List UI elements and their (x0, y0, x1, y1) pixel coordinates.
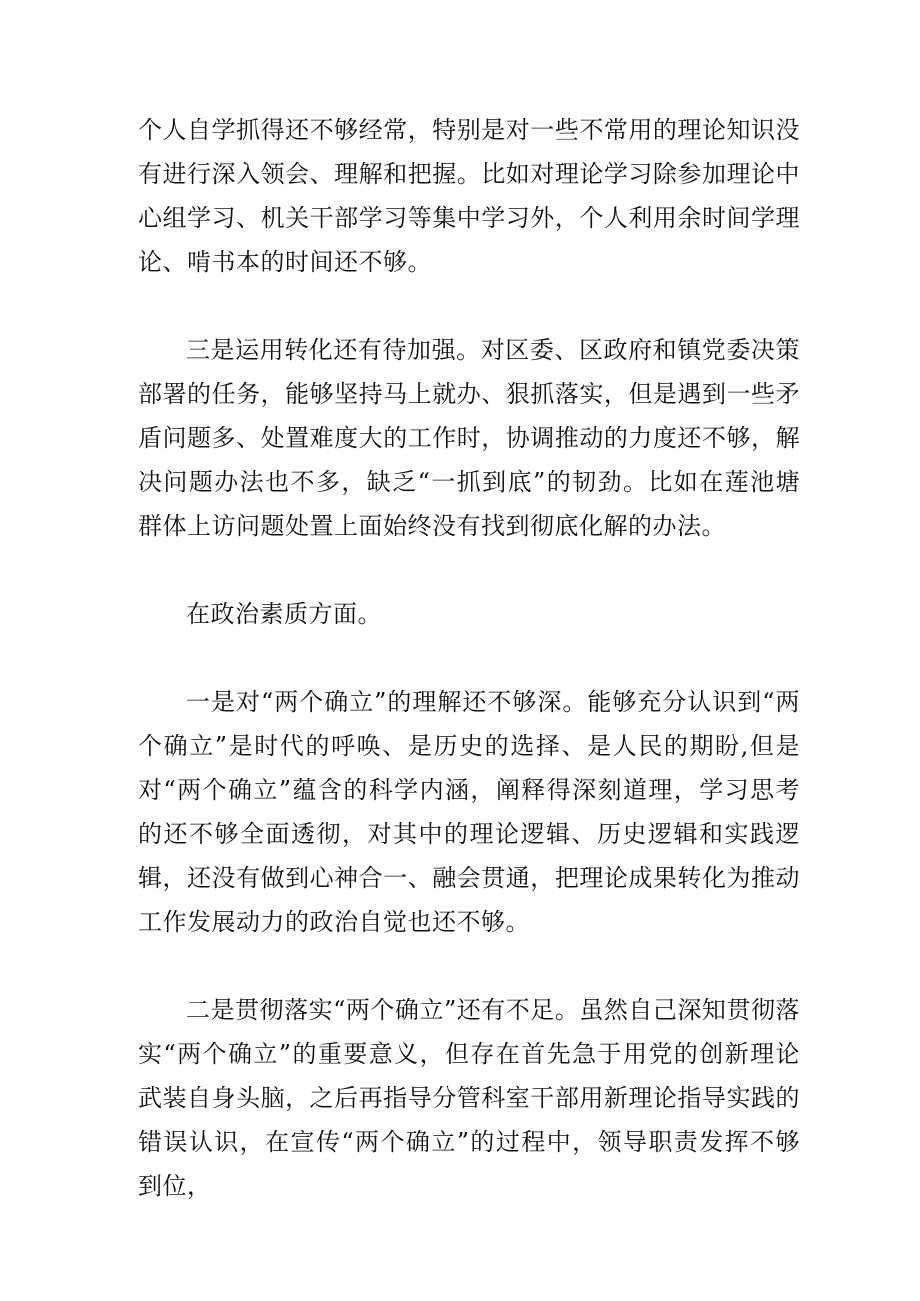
section-heading-political-quality: 在政治素质方面。 (186, 600, 382, 628)
paragraph-self-study: 个人自学抓得还不够经常，特别是对一些不常用的理论知识没有进行深入领会、理解和把握。比如对理论学习除参加理论中心组学习、机关干部学习等集中学习外，个人利用余时间学理论、啃书本的时间还不够。 (138, 116, 800, 276)
paragraph-point-two: 二是贯彻落实“两个确立”还有不足。虽然自己深知贯彻落实“两个确立”的重要意义，但存在首先急于用党的创新理论武装自身头脑，之后再指导分管科室干部用新理论指导实践的错误认识，在宣传“两个确立”的过程中，领导职责发挥不够到位， (138, 996, 800, 1200)
paragraph-point-one: 一是对“两个确立”的理解还不够深。能够充分认识到“两个确立”是时代的呼唤、是历史的选择、是人民的期盼,但是对“两个确立”蕴含的科学内涵，阐释得深刻道理，学习思考的还不够全面透彻，对其中的理论逻辑、历史逻辑和实践逻辑，还没有做到心神合一、融会贯通，把理论成果转化为推动工作发展动力的政治自觉也还不够。 (138, 688, 800, 936)
paragraph-point-three: 三是运用转化还有待加强。对区委、区政府和镇党委决策部署的任务，能够坚持马上就办、狠抓落实，但是遇到一些矛盾问题多、处置难度大的工作时，协调推动的力度还不够，解决问题办法也不多，缺乏“一抓到底”的韧劲。比如在莲池塘群体上访问题处置上面始终没有找到彻底化解的办法。 (138, 336, 800, 540)
document-page (138, 108, 800, 1208)
